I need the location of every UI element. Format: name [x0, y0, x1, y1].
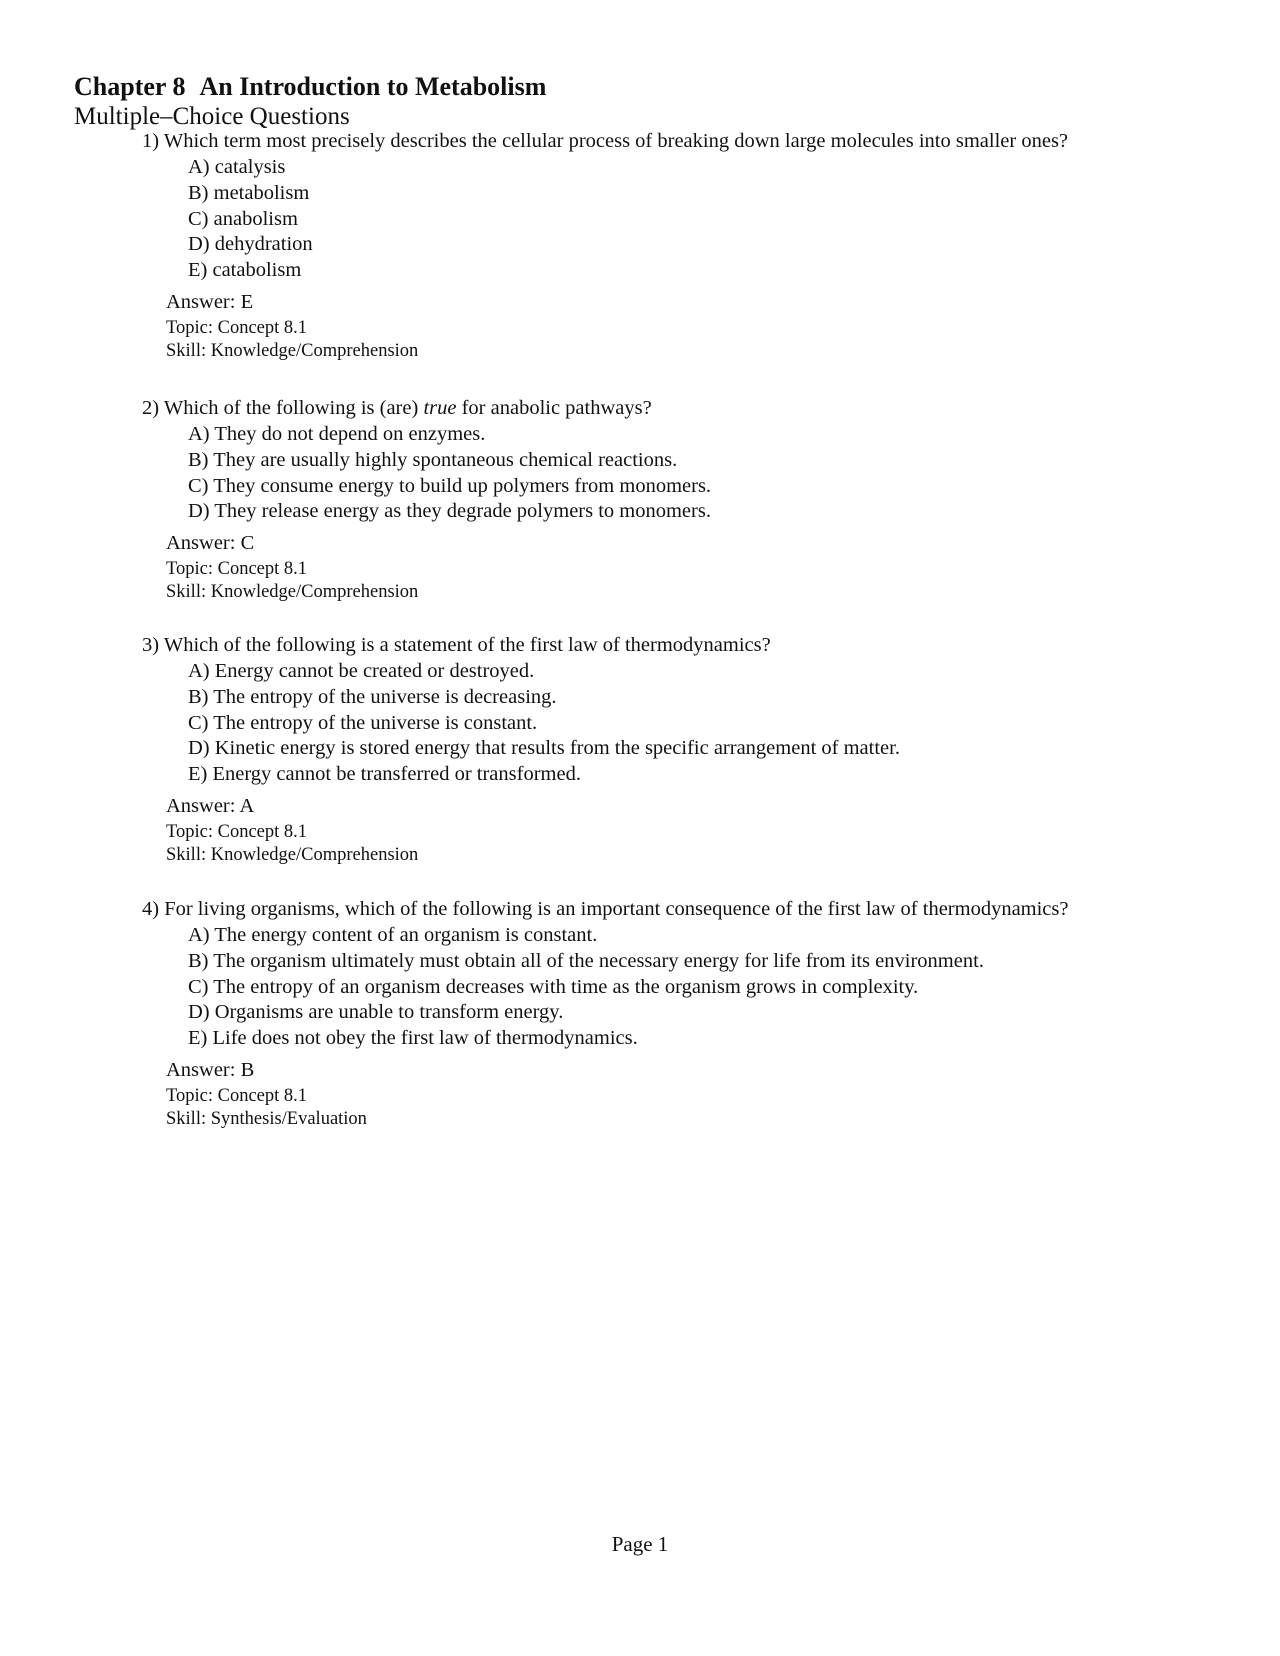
skill-line: Skill: Knowledge/Comprehension — [166, 845, 419, 865]
question-text: Which term most precisely describes the cellular process of breaking down large molecules into smaller ones? — [163, 130, 1069, 152]
question-stem — [142, 397, 652, 420]
answer-line: Answer: E — [166, 291, 254, 313]
skill-line: Skill: Knowledge/Comprehension — [166, 582, 419, 602]
section-title: Multiple–Choice Questions — [74, 103, 350, 130]
question-number: 1) — [142, 130, 160, 152]
answer-line: Answer: A — [166, 795, 255, 817]
question-text: For living organisms, which of the following is an important consequence of the first law of thermodynamics? — [164, 898, 1069, 920]
question-number: 2) — [142, 397, 160, 419]
choice-d: D) dehydration — [188, 233, 313, 255]
choice-b: B) The organism ultimately must obtain all of the necessary energy for life from its environment. — [188, 950, 984, 972]
choice-c: C) The entropy of an organism decreases with time as the organism grows in complexity. — [188, 976, 919, 998]
chapter-number: Chapter 8 — [74, 72, 186, 101]
chapter-title: An Introduction to Metabolism — [199, 72, 547, 101]
emphasis-text: true — [423, 397, 457, 419]
choice-a: A) They do not depend on enzymes. — [188, 423, 486, 445]
question-stem — [142, 634, 771, 657]
choice-c: C) They consume energy to build up polymers from monomers. — [188, 475, 712, 497]
page-number: Page 1 — [611, 1532, 669, 1556]
topic-line: Topic: Concept 8.1 — [166, 822, 308, 842]
answer-line: Answer: C — [166, 532, 255, 554]
choice-a: A) catalysis — [188, 156, 286, 178]
choice-a: A) Energy cannot be created or destroyed. — [188, 660, 535, 682]
question-stem — [142, 898, 1069, 921]
choice-c: C) anabolism — [188, 208, 298, 230]
choice-d: D) Organisms are unable to transform energy. — [188, 1001, 564, 1023]
skill-line: Skill: Synthesis/Evaluation — [166, 1109, 367, 1129]
topic-line: Topic: Concept 8.1 — [166, 1086, 308, 1106]
skill-line: Skill: Knowledge/Comprehension — [166, 341, 419, 361]
choice-b: B) metabolism — [188, 182, 310, 204]
choice-b: B) They are usually highly spontaneous chemical reactions. — [188, 449, 678, 471]
topic-line: Topic: Concept 8.1 — [166, 318, 308, 338]
question-text: Which of the following is a statement of the first law of thermodynamics? — [163, 634, 771, 656]
chapter-heading — [74, 72, 546, 102]
choice-e: E) catabolism — [188, 259, 302, 281]
choice-d: D) They release energy as they degrade polymers to monomers. — [188, 500, 711, 522]
question-stem — [142, 130, 1068, 153]
answer-line: Answer: B — [166, 1059, 255, 1081]
question-number: 4) — [142, 898, 160, 920]
choice-e: E) Life does not obey the first law of thermodynamics. — [188, 1027, 638, 1049]
choice-a: A) The energy content of an organism is constant. — [188, 924, 598, 946]
choice-c: C) The entropy of the universe is constant. — [188, 712, 538, 734]
choice-b: B) The entropy of the universe is decreasing. — [188, 686, 557, 708]
choice-d: D) Kinetic energy is stored energy that results from the specific arrangement of matter. — [188, 737, 900, 759]
choice-e: E) Energy cannot be transferred or transformed. — [188, 763, 581, 785]
topic-line: Topic: Concept 8.1 — [166, 559, 308, 579]
question-number: 3) — [142, 634, 160, 656]
question-text: Which of the following is (are) true for anabolic pathways? — [163, 397, 652, 419]
